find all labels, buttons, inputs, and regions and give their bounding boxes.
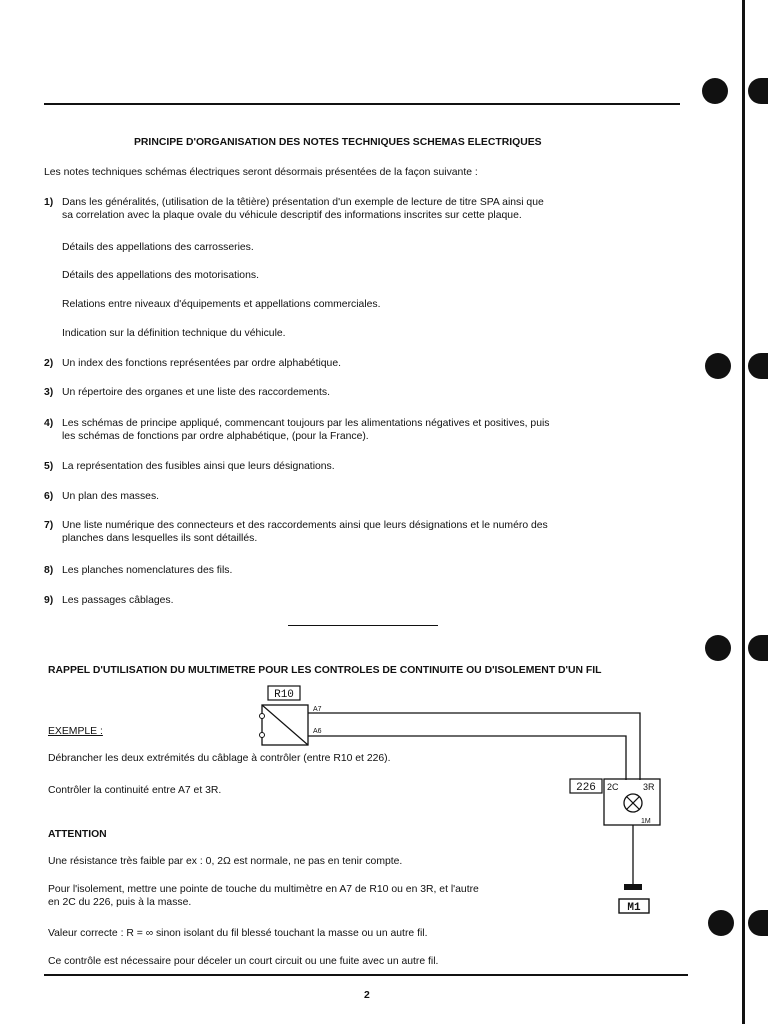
attention-line-4: Valeur correcte : R = ∞ sinon isolant du fil blessé touchant la masse ou un autre fil.: [48, 928, 428, 939]
attention-label: ATTENTION: [48, 829, 107, 840]
item-1d: Indication sur la définition technique du véhicule.: [62, 328, 286, 339]
item-1-line-2: sa correlation avec la plaque ovale du véhicule descriptif des informations inscrites sur cette plaque.: [62, 210, 522, 221]
item-4-line-1: Les schémas de principe appliqué, commencant toujours par les alimentations négatives et positives, puis: [62, 418, 550, 429]
item-3-line: Un répertoire des organes et une liste des raccordements.: [62, 387, 330, 398]
item-7-line-1: Une liste numérique des connecteurs et des raccordements ainsi que leurs désignations et le numéro des: [62, 520, 548, 531]
pin-a7-label: A7: [313, 706, 322, 713]
item-5-line: La représentation des fusibles ainsi que leurs désignations.: [62, 461, 335, 472]
bottom-rule: [44, 974, 688, 976]
pin-a6-label: A6: [313, 728, 322, 735]
item-6-line: Un plan des masses.: [62, 491, 160, 502]
item-1-num: 1): [44, 197, 54, 208]
r10-label: R10: [274, 689, 294, 701]
wire-a6: [308, 736, 626, 780]
wire-a7: [308, 713, 640, 780]
item-4-line-2: les schémas de fonctions par ordre alphabétique, (pour la France).: [62, 431, 369, 442]
intro-text: Les notes techniques schémas électriques seront désormais présentées de la façon suivante :: [44, 167, 478, 178]
item-8-line: Les planches nomenclatures des fils.: [62, 565, 233, 576]
attention-line-3: en 2C du 226, puis à la masse.: [48, 897, 192, 908]
pin-3r-label: 3R: [643, 782, 655, 792]
example-label: EXEMPLE :: [48, 726, 103, 737]
r10-diagonal: [262, 705, 308, 745]
pin-1m-label: 1M: [641, 818, 651, 825]
pin-2c-label: 2C: [607, 782, 619, 792]
item-9-line: Les passages câblages.: [62, 595, 174, 606]
attention-line-5: Ce contrôle est nécessaire pour déceler un court circuit ou une fuite avec un autre fil.: [48, 956, 439, 967]
item-2-num: 2): [44, 358, 54, 369]
item-4-num: 4): [44, 418, 54, 429]
example-line-1: Débrancher les deux extrémités du câblage à contrôler (entre R10 et 226).: [48, 753, 391, 764]
example-line-2: Contrôler la continuité entre A7 et 3R.: [48, 785, 222, 796]
item-8-num: 8): [44, 565, 54, 576]
ground-symbol: [624, 884, 642, 890]
page-title: PRINCIPE D'ORGANISATION DES NOTES TECHNIQUES SCHEMAS ELECTRIQUES: [134, 137, 542, 148]
item-5-num: 5): [44, 461, 54, 472]
r10-terminal-bottom: [260, 733, 265, 738]
m1-label: M1: [627, 902, 641, 914]
r10-terminal-top: [260, 714, 265, 719]
item-7-num: 7): [44, 520, 54, 531]
item-1b: Détails des appellations des motorisations.: [62, 270, 259, 281]
item-1c: Relations entre niveaux d'équipements et appellations commerciales.: [62, 299, 381, 310]
page-number: 2: [364, 990, 370, 1001]
item-7-line-2: planches dans lesquelles ils sont détaillés.: [62, 533, 258, 544]
item-2-line: Un index des fonctions représentées par ordre alphabétique.: [62, 358, 341, 369]
attention-line-1: Une résistance très faible par ex : 0, 2Ω est normale, ne pas en tenir compte.: [48, 856, 403, 867]
c226-label: 226: [576, 782, 596, 794]
item-3-num: 3): [44, 387, 54, 398]
item-9-num: 9): [44, 595, 54, 606]
item-1-line-1: Dans les généralités, (utilisation de la têtière) présentation d'un exemple de lecture de titre SPA ainsi que: [62, 197, 544, 208]
attention-line-2: Pour l'isolement, mettre une pointe de touche du multimètre en A7 de R10 ou en 3R, et l'autre: [48, 884, 479, 895]
item-6-num: 6): [44, 491, 54, 502]
section2-title: RAPPEL D'UTILISATION DU MULTIMETRE POUR LES CONTROLES DE CONTINUITE OU D'ISOLEMENT D'UN FIL: [48, 665, 602, 676]
item-1a: Détails des appellations des carrosseries.: [62, 242, 254, 253]
